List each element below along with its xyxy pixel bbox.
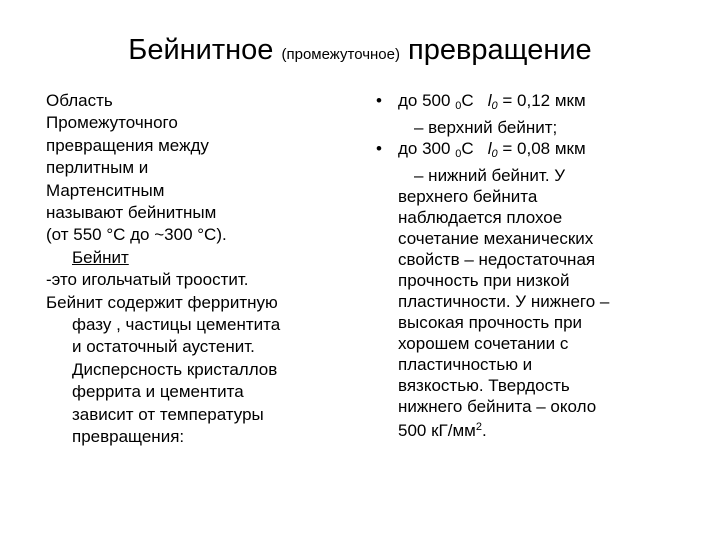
bullet-dot-icon: • — [376, 139, 382, 158]
b2-line: пластичностью и — [398, 355, 533, 374]
left-line: Мартенситным — [46, 180, 165, 200]
b2-l-sub: 0 — [491, 148, 498, 160]
title-main: Бейнитное — [128, 34, 274, 66]
b2-line: хорошем сочетании с — [398, 334, 569, 353]
left-line: перлитным и — [46, 158, 149, 178]
bullet-upper-bainite — [370, 90, 700, 117]
b2-line: верхнего бейнита — [398, 187, 538, 206]
bainite-word: Бейнит — [72, 247, 129, 267]
b1-pre: до 500 — [398, 91, 456, 110]
left-line: Дисперсность кристаллов — [72, 359, 278, 379]
left-line: зависит от температуры — [72, 404, 264, 424]
b2-line: сочетание механических — [398, 229, 594, 248]
b2-line: пластичности. У нижнего – — [398, 292, 610, 311]
left-line: Бейнит содержит ферритную — [46, 292, 278, 312]
left-line: Область — [46, 91, 113, 110]
left-line: феррита и цементита — [72, 382, 244, 402]
b2-line: наблюдается плохое — [398, 208, 563, 227]
slide-title — [0, 32, 720, 73]
left-line: превращения: — [72, 427, 185, 447]
left-line: фазу , частицы цементита — [72, 315, 281, 335]
b2-line: высокая прочность при — [398, 313, 583, 332]
b2-line: вязкостью. Твердость — [398, 376, 570, 395]
hardness-value: 500 кГ/мм — [398, 421, 476, 440]
b1-unit: С — [461, 91, 488, 110]
bainite-term — [46, 247, 366, 269]
b1-l-sub: 0 — [491, 100, 498, 112]
b2-line: свойств – недостаточная — [398, 250, 596, 269]
left-line: называют бейнитным — [46, 203, 217, 223]
b2-unit: С — [461, 139, 488, 158]
b1-continuation: – верхний бейнит; — [414, 118, 558, 137]
b1-l: l — [487, 91, 492, 110]
title-rest: превращение — [408, 34, 592, 66]
b2-l: l — [487, 139, 492, 158]
b2-degree-sub: 0 — [455, 148, 462, 160]
left-line: превращения между — [46, 135, 209, 155]
bullet-dot-icon: • — [376, 91, 382, 110]
b2-line: прочность при низкой — [398, 271, 570, 290]
left-column — [46, 90, 366, 449]
hardness-sup: 2 — [475, 421, 482, 433]
left-line: (от 550 °С до ~300 °С). — [46, 225, 227, 245]
b1-value: = 0,12 мкм — [497, 91, 586, 110]
b2-value: = 0,08 мкм — [497, 139, 586, 158]
bullet-lower-bainite — [370, 138, 700, 165]
left-line: Промежуточного — [46, 113, 178, 133]
hardness-period: . — [481, 421, 487, 440]
b1-degree-sub: 0 — [455, 100, 462, 112]
b2-pre: до 300 — [398, 139, 456, 158]
left-line: и остаточный аустенит. — [72, 337, 255, 357]
b2-last-line — [370, 417, 700, 441]
b2-line: нижнего бейнита – около — [398, 397, 597, 416]
title-small: (промежуточное) — [281, 46, 400, 63]
b2-line: – нижний бейнит. У — [414, 166, 566, 185]
right-column — [370, 90, 700, 441]
bainite-definition: -это игольчатый троостит. — [46, 270, 249, 290]
